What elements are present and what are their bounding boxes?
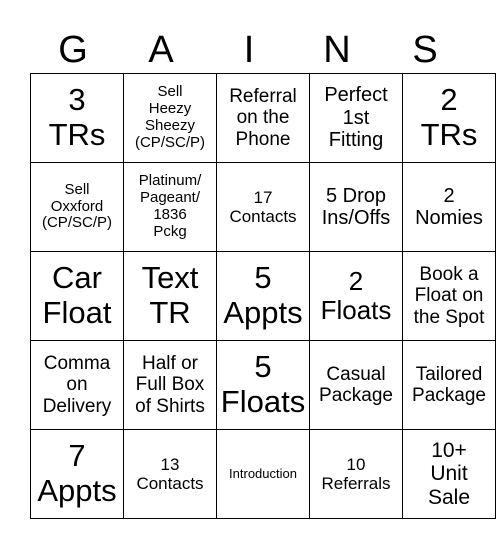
header-letter: A (148, 29, 176, 71)
bingo-square-label: 5 Drop Ins/Offs (321, 184, 391, 229)
bingo-square-label: Car Float (42, 260, 112, 330)
bingo-square[interactable] (31, 252, 124, 341)
bingo-square[interactable] (403, 430, 496, 519)
bingo-square[interactable] (217, 163, 310, 252)
header-letter: S (412, 29, 440, 71)
bingo-square-label: 10 Referrals (321, 454, 391, 493)
bingo-square-label: 17 Contacts (229, 187, 297, 226)
bingo-square[interactable] (124, 430, 217, 519)
bingo-row (31, 74, 496, 163)
header-letter: I (243, 29, 257, 71)
bingo-square[interactable] (403, 341, 496, 430)
bingo-square[interactable] (124, 341, 217, 430)
bingo-square[interactable] (124, 252, 217, 341)
bingo-square[interactable] (31, 430, 124, 519)
bingo-square[interactable] (403, 252, 496, 341)
header-letter: N (323, 29, 353, 71)
bingo-square[interactable] (310, 252, 403, 341)
bingo-square-label: 3 TRs (48, 82, 106, 152)
bingo-square-label: 7 Appts (37, 438, 117, 508)
bingo-square-label: Sell Heezy Sheezy (CP/SC/P) (134, 83, 205, 151)
bingo-square[interactable] (31, 74, 124, 163)
bingo-square[interactable] (310, 74, 403, 163)
bingo-square-label: Book a Float on the Spot (413, 264, 485, 328)
bingo-square-label: 2 Nomies (415, 184, 483, 229)
bingo-square-label: 5 Appts (223, 260, 303, 330)
bingo-square-label: Tailored Package (412, 363, 486, 406)
bingo-square-label: 13 Contacts (136, 454, 204, 493)
bingo-square-label: Platinum/ Pageant/ 1836 Pckg (138, 172, 202, 240)
bingo-row (31, 163, 496, 252)
bingo-square-label: Sell Oxxford (CP/SC/P) (41, 180, 112, 232)
bingo-square[interactable] (310, 430, 403, 519)
bingo-square-label: 2 TRs (420, 82, 478, 152)
bingo-square[interactable] (217, 252, 310, 341)
bingo-square-label: Casual Package (319, 363, 393, 406)
bingo-square-label: Comma on Delivery (42, 353, 112, 417)
bingo-square[interactable] (124, 163, 217, 252)
bingo-row (31, 341, 496, 430)
bingo-square[interactable] (124, 74, 217, 163)
bingo-square[interactable] (310, 163, 403, 252)
bingo-square-label: 2 Floats (320, 265, 392, 325)
bingo-square[interactable] (310, 341, 403, 430)
bingo-square-label: Introduction (229, 465, 297, 481)
bingo-square-label: Referral on the Phone (229, 86, 297, 150)
bingo-square[interactable] (217, 430, 310, 519)
header-letter: G (58, 29, 90, 71)
bingo-square[interactable] (403, 74, 496, 163)
bingo-square[interactable] (217, 74, 310, 163)
bingo-square-label: Perfect 1st Fitting (324, 84, 388, 152)
bingo-square[interactable] (31, 163, 124, 252)
bingo-row (31, 430, 496, 519)
bingo-square-label: 10+ Unit Sale (427, 438, 471, 509)
bingo-square-label: Text TR (141, 260, 199, 330)
bingo-square[interactable] (217, 341, 310, 430)
bingo-square-label: Half or Full Box of Shirts (135, 353, 205, 417)
bingo-row (31, 252, 496, 341)
bingo-square-label: 5 Floats (220, 349, 306, 419)
bingo-header (30, 26, 470, 74)
bingo-square[interactable] (31, 341, 124, 430)
bingo-square[interactable] (403, 163, 496, 252)
bingo-board (30, 73, 496, 519)
